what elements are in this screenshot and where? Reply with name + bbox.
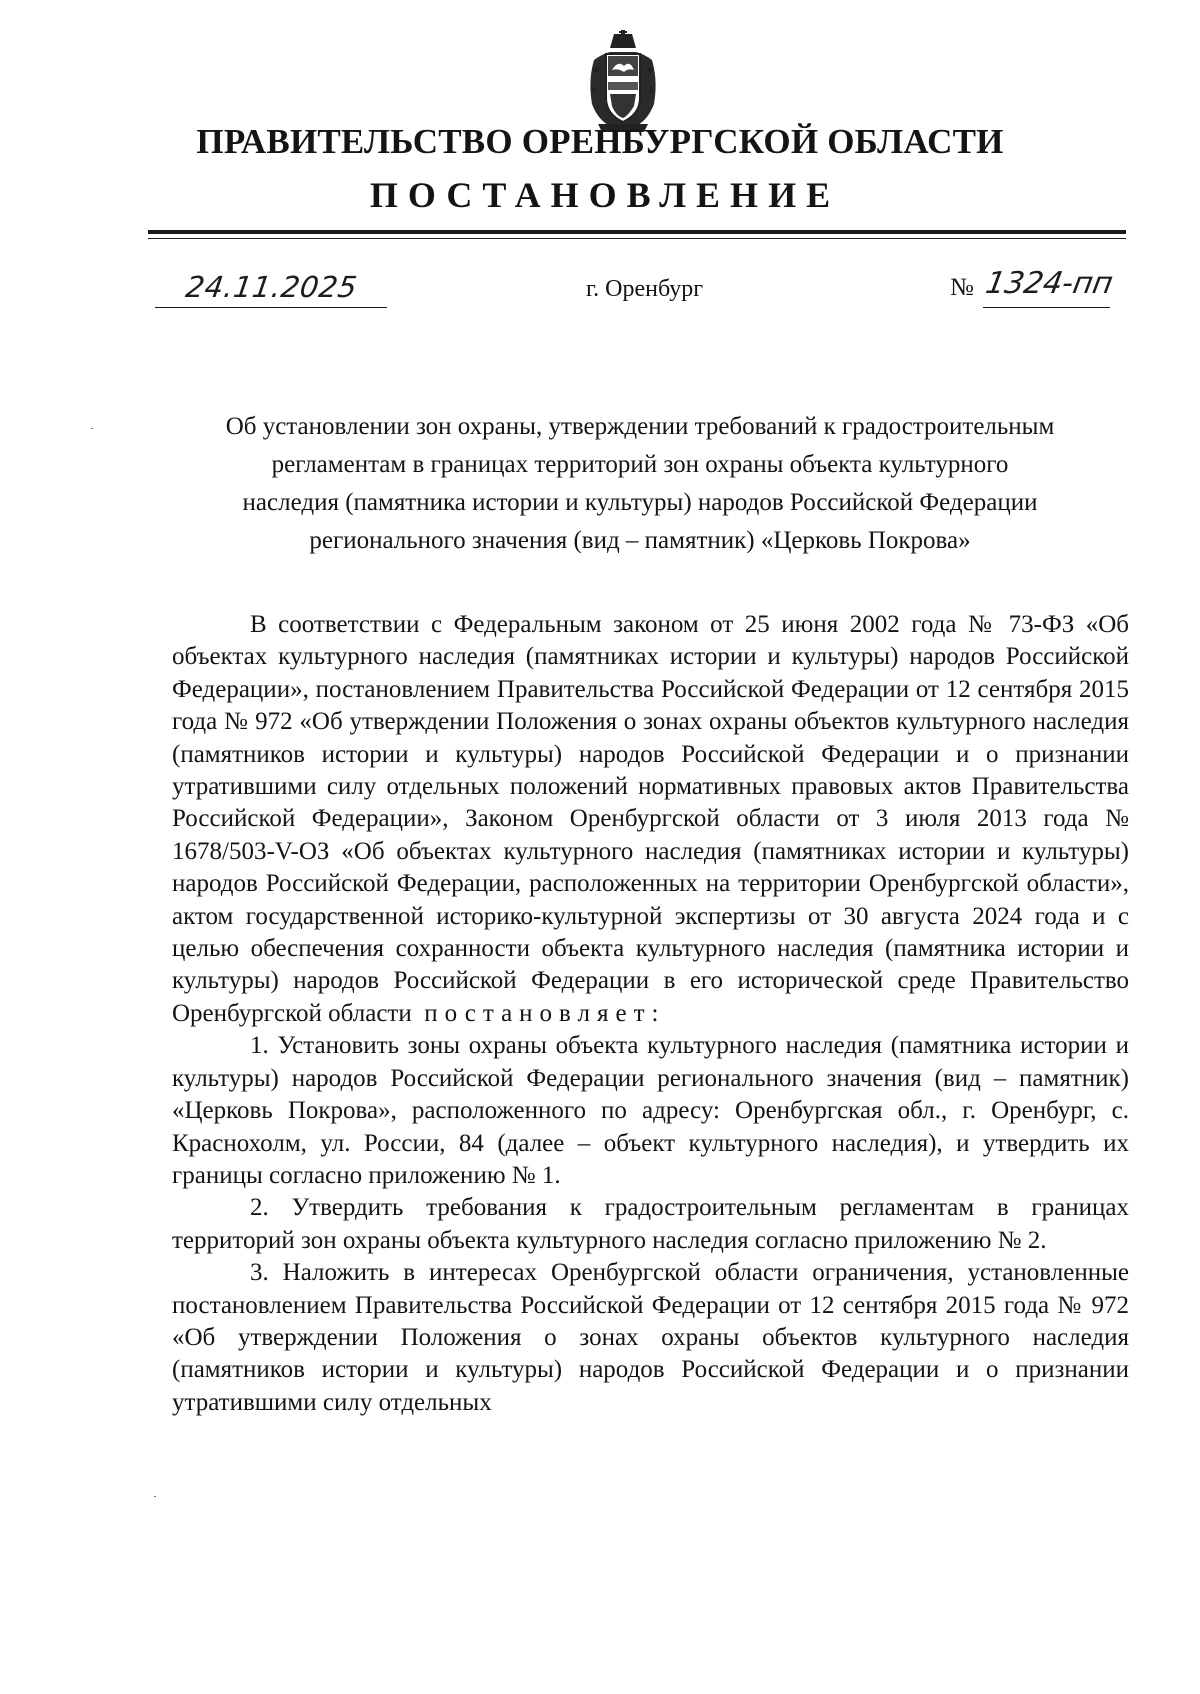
clause-3: 3. Наложить в интересах Оренбургской области ограничения, установленные постановлением Правительства Российской Федерации от 12 сентября 2015 года № 972 «Об утверждении Положения о зонах охраны объектов культурного наследия (памятников истории и культуры) народов Российской Федерации и о признании утратившими силу отдельных xyxy=(172,1259,1129,1416)
subject-line: Об установлении зон охраны, утверждении требований к градостроительным xyxy=(225,413,1055,440)
subject-line: регионального значения (вид – памятник) «Церковь Покрова» xyxy=(309,527,971,554)
scan-speck xyxy=(91,428,93,429)
decree-number: 1324-пп xyxy=(982,266,1116,301)
issuing-authority-title: ПРАВИТЕЛЬСТВО ОРЕНБУРГСКОЙ ОБЛАСТИ xyxy=(196,122,1004,161)
decree-body xyxy=(172,609,1129,1419)
scan-speck xyxy=(154,1496,156,1497)
subject-line: регламентам в границах территорий зон охраны объекта культурного xyxy=(271,451,1009,478)
header-divider-thick xyxy=(148,230,1126,234)
decree-date: 24.11.2025 xyxy=(183,270,360,304)
number-underline xyxy=(983,307,1110,308)
document-type-title: ПОСТАНОВЛЕНИЕ xyxy=(369,175,841,215)
preamble-paragraph xyxy=(172,609,1129,1030)
coat-of-arms-emblem xyxy=(584,30,662,134)
header-divider-thin xyxy=(148,238,1126,239)
decree-subject xyxy=(160,408,1120,560)
decree-word: постановляет: xyxy=(424,999,666,1027)
clause-2: 2. Утвердить требования к градостроительным регламентам в границах территорий зон охраны объекта культурного наследия согласно приложению № 2. xyxy=(172,1194,1129,1254)
issue-place: г. Оренбург xyxy=(586,276,704,302)
preamble-text: В соответствии с Федеральным законом от 25 июня 2002 года № 73-ФЗ «Об объектах культурного наследия (памятниках истории и культуры) народов Российской Федерации», постановлением Правительства Российской Федерации от 12 сентября 2015 года № 972 «Об утверждении Положения о зонах охраны объектов культурного наследия (памятников истории и культуры) народов Российской Федерации и о признании утратившими силу отдельных положений нормативных правовых актов Правительства Российской Федерации», Законом Оренбургской области от 3 июля 2013 года № 1678/503-V-ОЗ «Об объектах культурного наследия (памятниках истории и культуры) народов Российской Федерации, расположенных на территории Оренбургской области», актом государственной историко-культурной экспертизы от 30 августа 2024 года и с целью обеспечения сохранности объекта культурного наследия (памятника истории и культуры) народов Российской Федерации в его исторической среде Правительство Оренбургской области xyxy=(172,611,1129,1027)
clause-1: 1. Установить зоны охраны объекта культурного наследия (памятника истории и культуры) народов Российской Федерации регионального значения (вид – памятник) «Церковь Покрова», расположенного по адресу: Оренбургская обл., г. Оренбург, с. Краснохолм, ул. России, 84 (далее – объект культурного наследия), и утвердить их границы согласно приложению № 1. xyxy=(172,1032,1129,1189)
subject-line: наследия (памятника истории и культуры) народов Российской Федерации xyxy=(242,489,1038,516)
number-sign: № xyxy=(950,274,974,301)
date-underline xyxy=(155,307,387,308)
